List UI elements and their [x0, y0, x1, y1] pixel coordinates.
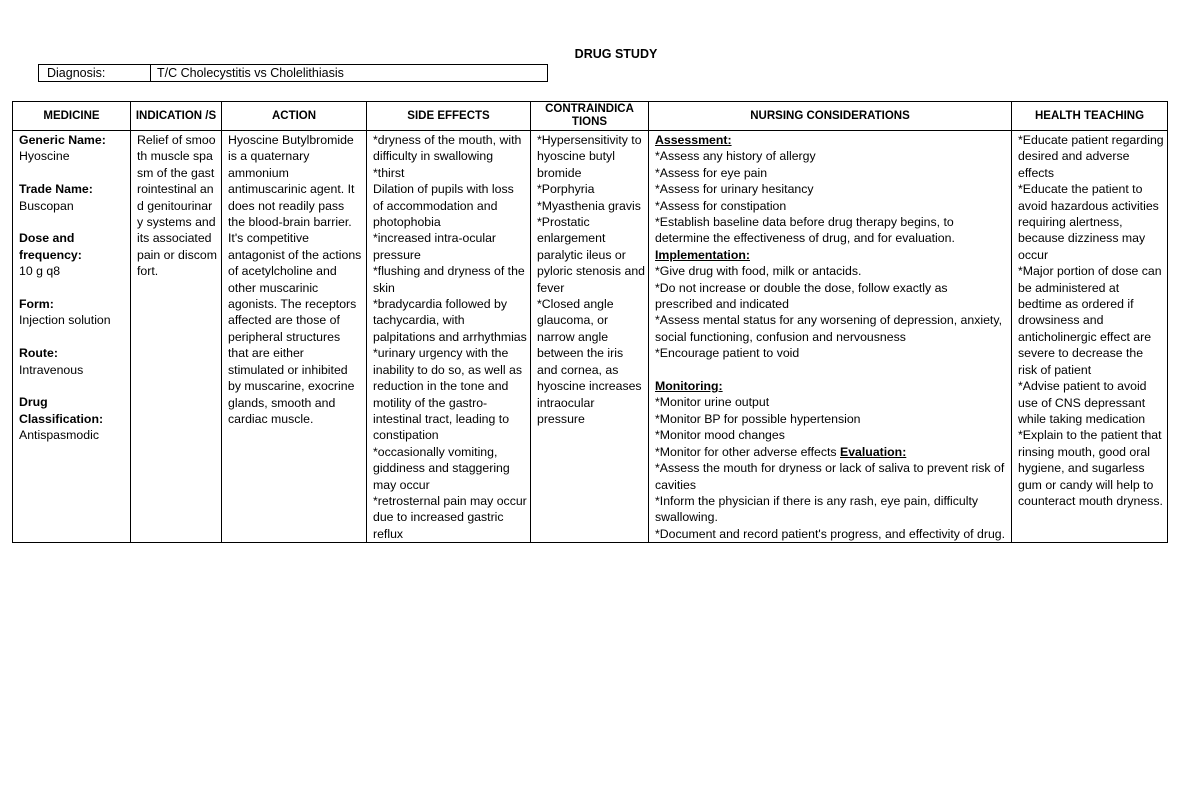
- side-effect-item: *dryness of the mouth, with difficulty in swallowing: [373, 133, 522, 164]
- side-effect-item: *thirst: [373, 165, 405, 180]
- page-title: DRUG STUDY: [574, 47, 658, 61]
- header-contraindications: CONTRAINDICA TIONS: [531, 102, 649, 131]
- implementation-item: *Do not increase or double the dose, follow exactly as prescribed and indicated: [655, 280, 948, 312]
- monitoring-item: *Monitor BP for possible hypertension: [655, 411, 861, 426]
- route-value: Intravenous: [19, 362, 84, 377]
- header-indication: INDICATION /S: [131, 102, 222, 131]
- trade-name-label: Trade Name:: [19, 182, 93, 197]
- monitoring-item: *Monitor for other adverse effects: [655, 444, 837, 459]
- evaluation-item: *Assess the mouth for dryness or lack of saliva to prevent risk of cavities: [655, 461, 1005, 492]
- assessment-heading: Assessment:: [655, 133, 732, 147]
- nursing-considerations-cell: [649, 131, 1012, 543]
- implementation-item: *Encourage patient to void: [655, 346, 800, 361]
- monitoring-heading: Monitoring:: [655, 379, 723, 394]
- evaluation-heading: Evaluation:: [840, 444, 907, 459]
- indication-cell: [131, 131, 222, 543]
- side-effect-item: *occasionally vomiting, giddiness and staggering may occur: [373, 444, 510, 492]
- form-label: Form:: [19, 297, 54, 312]
- side-effect-item: *retrosternal pain may occur due to increased gastric reflux: [373, 493, 527, 541]
- side-effect-item: Dilation of pupils with loss of accommodation and photophobia: [373, 182, 514, 230]
- assessment-item: *Assess for urinary hesitancy: [655, 182, 814, 197]
- action-cell: [222, 131, 367, 543]
- side-effect-item: *urinary urgency with the inability to do so, as well as reduction in the tone and motility of the gastro-intestinal tract, leading to constipation: [373, 346, 523, 443]
- generic-name-value: Hyoscine: [19, 149, 70, 164]
- diagnosis-box: [38, 64, 548, 82]
- side-effect-item: *bradycardia followed by tachycardia, with palpitations and arrhythmias: [373, 297, 527, 344]
- dose-value: 10 g q8: [19, 264, 61, 279]
- classification-label: Drug Classification:: [19, 395, 104, 426]
- assessment-item: *Establish baseline data before drug therapy begins, to determine the effectiveness of drug, and for evaluation.: [655, 215, 955, 246]
- table-header-row: [13, 102, 1168, 131]
- contraindications-cell: [531, 131, 649, 543]
- implementation-item: *Assess mental status for any worsening of depression, anxiety, social functioning, confusion and nervousness: [655, 313, 1002, 344]
- assessment-item: *Assess for constipation: [655, 198, 787, 213]
- side-effects-cell: [367, 131, 531, 543]
- contraindication-item: *Myasthenia gravis *Prostatic enlargement paralytic ileus or pyloric stenosis and fever: [537, 198, 645, 295]
- monitoring-item-last: [655, 444, 1008, 460]
- header-action: ACTION: [222, 102, 367, 131]
- evaluation-item: *Inform the physician if there is any rash, eye pain, difficulty swallowing.: [655, 493, 979, 525]
- header-medicine: MEDICINE: [13, 102, 131, 131]
- contraindication-item: *Hypersensitivity to hyoscine butyl bromide: [537, 133, 642, 180]
- form-value: Injection solution: [19, 313, 111, 328]
- trade-name-value: Buscopan: [19, 198, 74, 213]
- side-effect-item: *increased intra-ocular pressure: [373, 231, 497, 262]
- teaching-item: *Explain to the patient that rinsing mouth, good oral hygiene, and sugarless gum or candy will help to counteract mouth dryness.: [1018, 428, 1163, 508]
- teaching-item: *Major portion of dose can be administered at bedtime as ordered if drowsiness and anticholinergic effect are severe to decrease the risk of patient: [1018, 264, 1162, 377]
- assessment-item: *Assess any history of allergy: [655, 149, 816, 164]
- side-effect-item: *flushing and dryness of the skin: [373, 264, 525, 295]
- teaching-item: *Educate patient regarding desired and adverse effects: [1018, 133, 1164, 180]
- header-health-teaching: HEALTH TEACHING: [1012, 102, 1168, 131]
- contraindication-item: *Porphyria: [537, 182, 595, 197]
- medicine-cell: [13, 131, 131, 543]
- table-row: [13, 131, 1168, 543]
- implementation-heading: Implementation:: [655, 247, 750, 262]
- health-teaching-cell: [1012, 131, 1168, 543]
- header-side-effects: SIDE EFFECTS: [367, 102, 531, 131]
- diagnosis-label: Diagnosis:: [39, 65, 151, 81]
- evaluation-item: *Document and record patient's progress, and effectivity of drug.: [655, 526, 1006, 541]
- dose-label: Dose and frequency:: [19, 231, 82, 262]
- route-label: Route:: [19, 346, 58, 361]
- contraindication-item: *Closed angle glaucoma, or narrow angle between the iris and cornea, as hyoscine increases intraocular pressure: [537, 297, 642, 426]
- indication-text: Relief of smooth muscle spasm of the gastrointestinal and genitourinary systems and its associated pain or discomfort.: [137, 133, 217, 279]
- assessment-item: *Assess for eye pain: [655, 165, 768, 180]
- implementation-item: *Give drug with food, milk or antacids.: [655, 264, 862, 279]
- monitoring-item: *Monitor mood changes: [655, 428, 785, 443]
- teaching-item: *Educate the patient to avoid hazardous activities requiring alertness, because dizziness may occur: [1018, 182, 1159, 262]
- generic-name-label: Generic Name:: [19, 133, 106, 147]
- diagnosis-value: T/C Cholecystitis vs Cholelithiasis: [157, 66, 344, 80]
- action-text: Hyoscine Butylbromide is a quaternary ammonium antimuscarinic agent. It does not readily pass the blood-brain barrier. It's competitive antagonist of the actions of acetylcholine and other muscarinic agonists. The receptors affected are those of peripheral structures that are either stimulated or inhibited by muscarine, exocrine glands, smooth and cardiac muscle.: [228, 133, 362, 426]
- monitoring-item: *Monitor urine output: [655, 395, 770, 410]
- drug-study-table: [12, 101, 1168, 543]
- classification-value: Antispasmodic: [19, 428, 99, 443]
- teaching-item: *Advise patient to avoid use of CNS depressant while taking medication: [1018, 379, 1147, 426]
- header-nursing-considerations: NURSING CONSIDERATIONS: [649, 102, 1012, 131]
